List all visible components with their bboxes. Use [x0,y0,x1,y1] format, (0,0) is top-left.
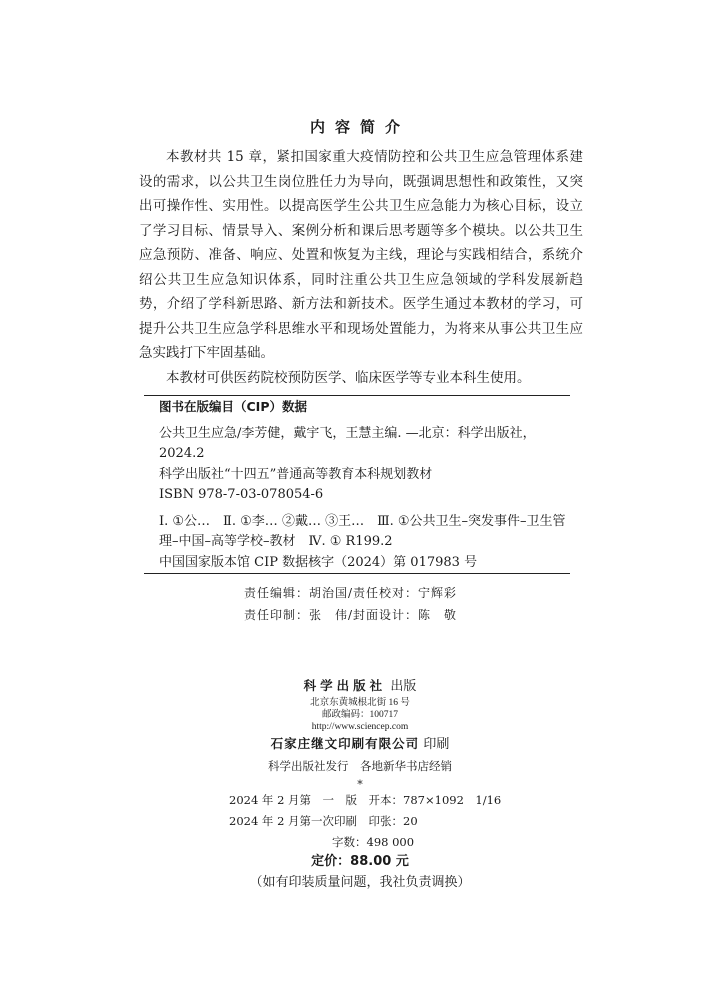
cip-block [159,397,567,573]
publisher-block [0,676,720,793]
distribution-line: 科学出版社发行 各地新华书店经销 [268,759,452,773]
publisher-url: http://www.sciencep.com [311,722,409,732]
word-count: 字数：498 000 [332,835,415,849]
quality-note: （如有印装质量问题，我社负责调换） [249,875,471,890]
cip-entry: 公共卫生应急/李芳健，戴宇飞，王慧主编. —北京：科学出版社，2024.2 [159,425,536,461]
cip-bottom-rule [144,573,570,574]
printer-name: 石家庄继文印刷有限公司 [270,736,420,751]
cip-isbn: ISBN 978-7-03-078054-6 [159,487,324,502]
separator-star: * [357,778,363,791]
price: 定价：88.00 元 [311,854,409,869]
summary-paragraph: 本教材共 15 章，紧扣国家重大疫情防控和公共卫生应急管理体系建设的需求，以公共卫生岗位胜任力为导向，既强调思想性和政策性，又突出可操作性、实用性。以提高医学生公共卫生应急能力为核心目标，设立了学习目标、情景导入、案例分析和课后思考题等多个模块。以公共卫生应急预防、准备、响应、处置和恢复为主线，理论与实践相结合，系统介绍公共卫生应急知识体系，同时注重公共卫生应急领域的学科发展新趋势，介绍了学科新思路、新方法和新技术。医学生通过本教材的学习，可提升公共卫生应急学科思维水平和现场处置能力，为将来从事公共卫生应急实践打下牢固基础。 [139,149,583,361]
staff-credits [244,582,544,626]
cip-title: 图书在版编目（CIP）数据 [159,399,307,414]
summary-title: 内容简介 [309,118,410,136]
staff-row: 责任印制：张 伟/封面设计：陈 敬 [244,608,458,622]
print-specs [229,790,529,853]
cip-series: 科学出版社“十四五”普通高等教育本科规划教材 [159,466,433,482]
printer-line [0,734,720,755]
cip-record: 中国国家版本馆 CIP 数据核字（2024）第 017983 号 [159,554,478,570]
cip-top-rule [144,395,570,396]
publisher-suffix: 出版 [390,679,417,694]
publisher-address: 北京东黄城根北街 16 号 [310,698,410,708]
publisher-postcode: 邮政编码：100717 [321,710,398,720]
staff-row: 责任编辑：胡治国/责任校对：宁辉彩 [244,586,458,600]
publisher-name: 科学出版社 [303,678,387,693]
cip-subjects: Ⅰ. ①公… Ⅱ. ①李… ②戴… ③王… Ⅲ. ①公共卫生–突发事件–卫生管理–中国–高等学校–教材 Ⅳ. ① R199.2 [159,513,566,549]
printer-suffix: 印刷 [423,737,450,752]
summary-body [139,145,583,390]
publisher-line [0,676,720,697]
summary-paragraph: 本教材可供医药院校预防医学、临床医学等专业本科生使用。 [166,369,531,386]
printing-line: 2024 年 2 月第一次印刷 印张：20 [229,814,418,828]
edition-line: 2024 年 2 月第 一 版 开本：787×1092 1/16 [229,793,502,807]
